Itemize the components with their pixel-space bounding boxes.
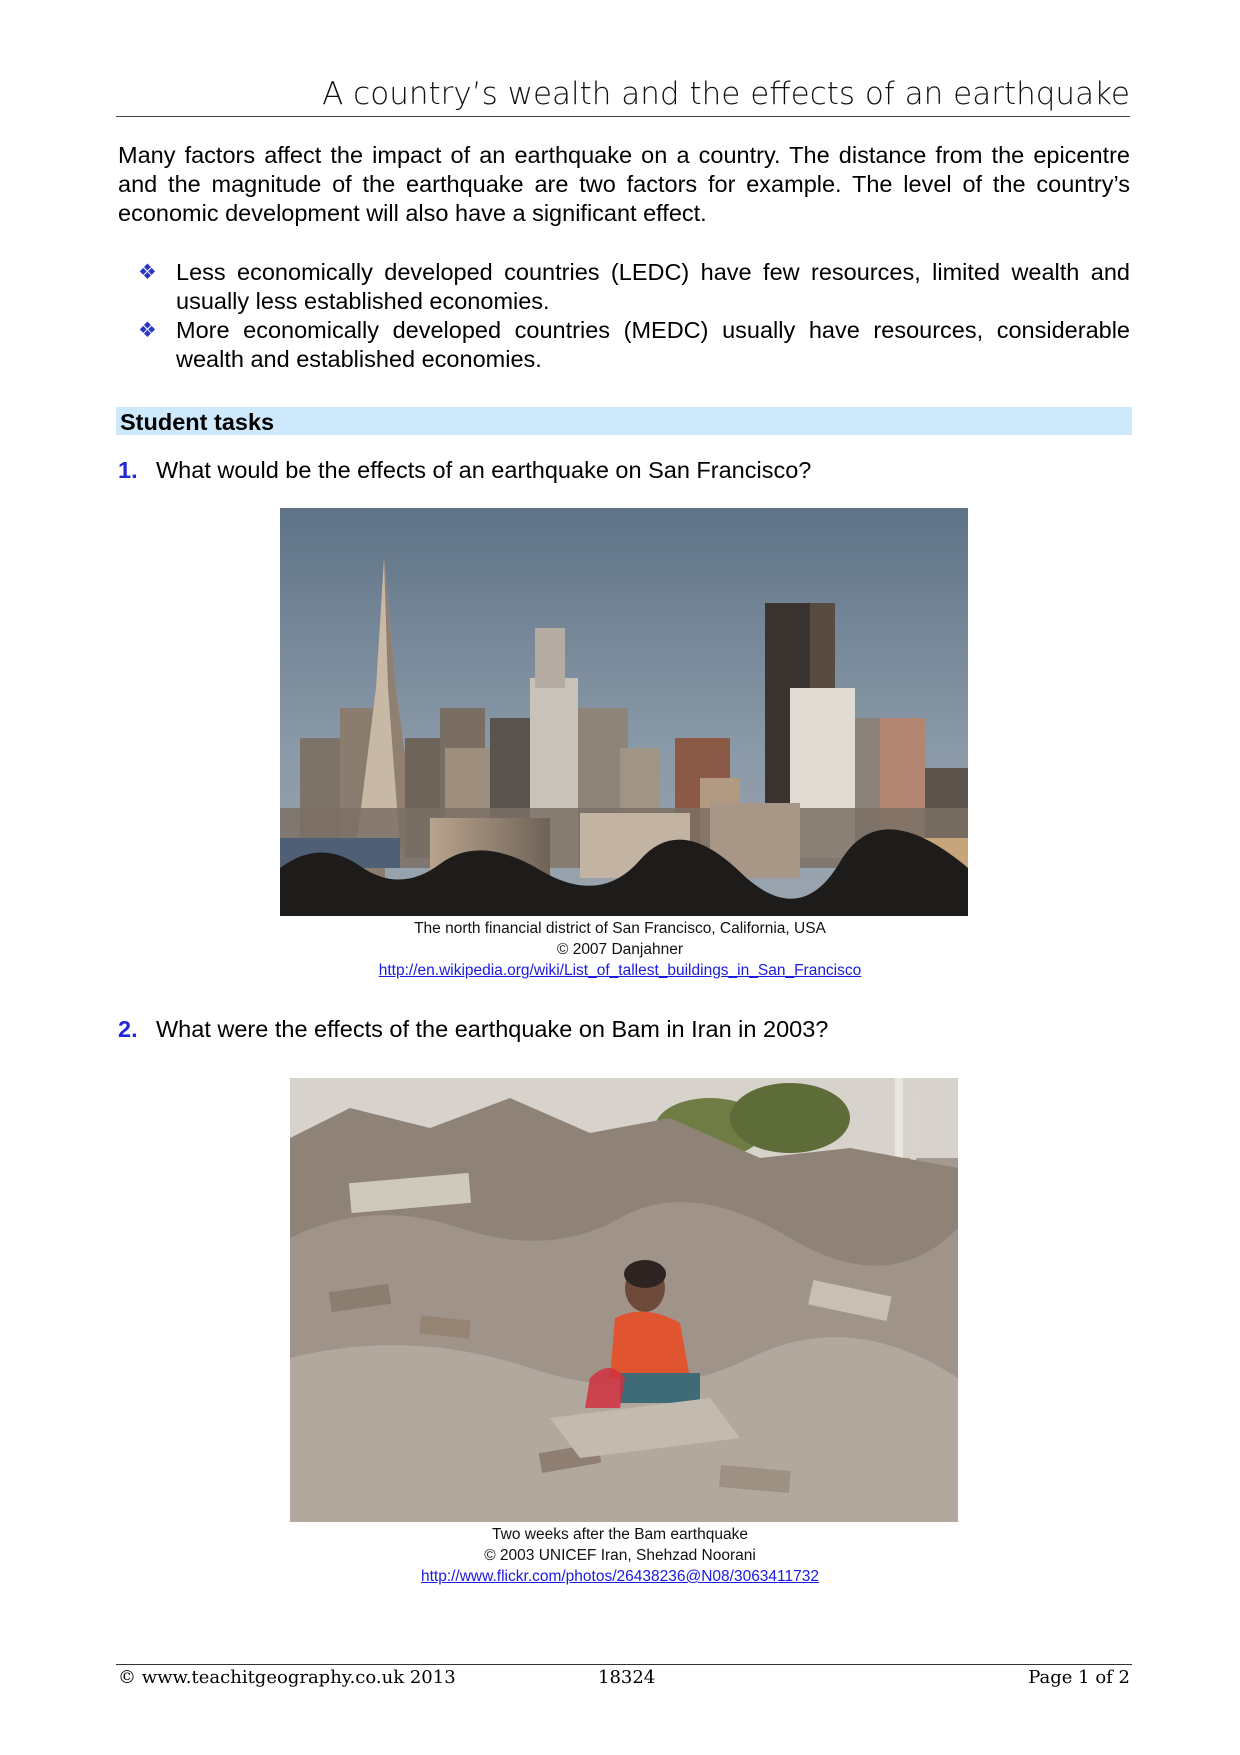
san-francisco-photo — [280, 508, 968, 916]
task-text: What were the effects of the earthquake on Bam in Iran in 2003? — [156, 1016, 829, 1042]
figure-caption: The north financial district of San Francisco, California, USA — [414, 920, 826, 937]
footer-copyright: © www.teachitgeography.co.uk 2013 — [118, 1667, 456, 1688]
footer-resource-id: 18324 — [598, 1667, 656, 1688]
figure-source-link[interactable]: http://en.wikipedia.org/wiki/List_of_tallest_buildings_in_San_Francisco — [378, 962, 862, 979]
task-1 — [118, 456, 811, 484]
bullet-text: More economically developed countries (MEDC) usually have resources, considerable wealth and established economies. — [176, 317, 1130, 372]
bullet-item — [138, 316, 1130, 374]
footer-page-number: Page 1 of 2 — [1028, 1667, 1130, 1688]
figure-credit: © 2007 Danjahner — [556, 941, 684, 958]
figure-credit: © 2003 UNICEF Iran, Shehzad Noorani — [484, 1547, 756, 1564]
figure-1-caption-block — [0, 918, 1240, 981]
page-title: A country’s wealth and the effects of an earthquake — [116, 72, 1130, 117]
task-2 — [118, 1015, 828, 1043]
diamond-bullet-icon: ❖ — [138, 261, 157, 284]
bullet-item — [138, 258, 1130, 316]
task-text: What would be the effects of an earthquake on San Francisco? — [156, 457, 812, 483]
section-heading-bar — [116, 407, 1132, 435]
diamond-bullet-icon: ❖ — [138, 319, 157, 342]
task-number: 2. — [118, 1016, 138, 1042]
intro-paragraph: Many factors affect the impact of an earthquake on a country. The distance from the epicentre and the magnitude of the earthquake are two factors for example. The level of the country’s economic development will also have a significant effect. — [118, 142, 1130, 226]
bam-earthquake-photo — [290, 1078, 958, 1522]
figure-2-caption-block — [0, 1524, 1240, 1587]
section-heading: Student tasks — [120, 409, 275, 435]
task-number: 1. — [118, 457, 138, 483]
footer-divider — [116, 1664, 1132, 1665]
bullet-text: Less economically developed countries (LEDC) have few resources, limited wealth and usually less established economies. — [176, 259, 1130, 314]
bullet-list — [138, 258, 1130, 374]
figure-source-link[interactable]: http://www.flickr.com/photos/26438236@N08/3063411732 — [420, 1568, 820, 1585]
rubble-illustration — [290, 1078, 958, 1522]
skyline-illustration — [280, 508, 968, 916]
figure-caption: Two weeks after the Bam earthquake — [492, 1526, 748, 1543]
